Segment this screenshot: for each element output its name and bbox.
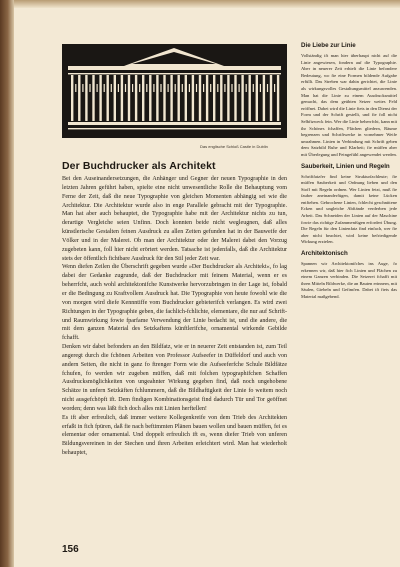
book-page [14, 0, 400, 567]
facade-window [97, 84, 98, 92]
sidebar-heading: Architektonisch [301, 250, 348, 258]
facade-column [256, 75, 258, 121]
facade-window [210, 84, 211, 92]
facade-column [263, 75, 265, 121]
facade-column [270, 75, 272, 121]
book-binding [0, 0, 14, 567]
facade-column [114, 75, 116, 121]
facade-column [149, 75, 151, 121]
page-top-edge [14, 0, 400, 8]
sidebar-column [301, 42, 397, 305]
facade-column [142, 75, 144, 121]
facade-column [121, 75, 123, 121]
facade-column [178, 75, 180, 121]
facade-column [92, 75, 94, 121]
facade-column [227, 75, 229, 121]
facade-window [104, 84, 105, 92]
facade-column [135, 75, 137, 121]
article-paragraph: Denken wir dabei befonders an den Bildfatz, wie er in neuerer Zeit entstanden ist, zum Teil angeregt durch die fchönen Arbeiten von Professor Aufseefer in Düffeldorf und auch von andern Seiten, die nicht in ganz fo ftrenger Form wie die Aufseeferfche Schule Bildfätze fchufen, fo werden wir zugeben müffen, daß mit folchen typographifchen Schaffen Ausdrucksmöglichkeiten von ungeahnter Wirkung gegeben find, daß noch ungehobene Schätze in unfern Setzkäften fchlummern, daß die Bildhaftigkeit der Linie fo weitem noch nicht ausgefchöpft ift. Dem findigen Kombinationsgeist find dadurch Tür und Tor geöffnet worden; denn was läßt fich doch alles mit Linien herftellen! [62, 344, 287, 412]
sidebar-heading: Sauberkeit, Linien und Regeln [301, 162, 390, 170]
facade-column [78, 75, 80, 121]
facade-window [246, 84, 247, 92]
facade-column [107, 75, 109, 121]
facade-column [277, 75, 279, 121]
facade-window [132, 84, 133, 92]
facade-column [206, 75, 208, 121]
facade-window [260, 84, 261, 92]
facade-window [189, 84, 190, 92]
facade-window [175, 84, 176, 92]
facade-window [160, 84, 161, 92]
facade-window [267, 84, 268, 92]
facade-column [199, 75, 201, 121]
facade-column [170, 75, 172, 121]
facade-column [128, 75, 130, 121]
facade-window [118, 84, 119, 92]
facade-window [146, 84, 147, 92]
facade-window [82, 84, 83, 92]
facade-column [241, 75, 243, 121]
sidebar-paragraph: Spannen wir Architektonifches ins Auge, fo erkennen wir, daß hier fich Linien und Flächen zu einem Ganzen verbinden. Die Setzerei fchafft mit ihren Mitteln Bildwerke, die an Bauten erinnern, mit Säulen, Giebeln und Gefimfen. Dabei ift ftets das Material maßgebend. [301, 261, 397, 299]
facade-window [153, 84, 154, 92]
facade-column [85, 75, 87, 121]
facade-column [192, 75, 194, 121]
figure-caption: Das englische Schloß Castle in Dublin [200, 144, 268, 149]
building-illustration [62, 44, 287, 138]
facade-window [274, 84, 275, 92]
facade-window [224, 84, 225, 92]
facade-column [99, 75, 101, 121]
article-body [62, 175, 287, 458]
facade-column [213, 75, 215, 121]
facade-column [249, 75, 251, 121]
facade-column [156, 75, 158, 121]
facade-window [182, 84, 183, 92]
facade-column [220, 75, 222, 121]
facade-window [111, 84, 112, 92]
sidebar-paragraph: Schriftfatzfer find keine Strukturfachleute; fie müffen Sauberkeit und Ordnung lieben und den Stoff mit Regeln ordnen. Wer Linien fetzt, muß fie fauber aneinanderfügen, damit keine Lücken entftehen. Gebrochene Linien, fchlecht geschnittene Ecken und ungleiche Abftände verderben jede Arbeit. Das Schneiden der Linien auf der Maschine fowie das richtige Zufammenfügen erfordert Übung. Die Regeln für den Linienfatz find einfach, wer fie aber nicht beachtet, wird keine befriedigende Wirkung erzielen. [301, 173, 397, 245]
sidebar-heading: Die Liebe zur Linie [301, 42, 356, 49]
article-paragraph: Bei den Auseinandersetzungen, die Anhänger und Gegner der neuen Typographie in den letzten Jahren geführt haben, spielte eine nicht unwesentliche Rolle die Behauptung vom Ferne der Zeit, daß die neue Typographie von gleichen Momenten abhängig sei wie die Architektur. Die Architektur wurde also in enge Parallele gebracht mit der Typographie. Man hat aber auch behauptet, die Typographie habe mit der Architektur nichts zu tun, derartige Vergleiche seien Unfinn. Doch konnten beide nicht wegleugnen, daß alles künstlerische Gestalten feinen Ausdruck zu allen Zeiten gefunden hat in der Bauweife der Völker und in der Malerei. Ob man der Architektur oder der Malerei dabei den Vorzug zugebeten kann, foll hier nicht erörtert werden. Tatsache ist jedenfalls, daß die Architektur stets der öffentlich fichtbare Ausdruck für den Stil jeder Zeit war. [62, 176, 287, 262]
facade-window [168, 84, 169, 92]
sidebar-section [301, 42, 397, 159]
facade-column [185, 75, 187, 121]
facade-column [71, 75, 73, 121]
facade-window [196, 84, 197, 92]
article-headline: Der Buchdrucker als Architekt [62, 160, 216, 172]
page-number: 156 [62, 544, 79, 555]
facade-window [203, 84, 204, 92]
facade-window [75, 84, 76, 92]
article-paragraph: Es ift aber erfreulich, daß immer weitere Kollegenkreife von dem Trieb des Architekten erfaßt in fich fpüren, daß fie nach beftimmten Plänen bauen wollen und bauen müffen, fei es elementar oder ornamental. Und doppelt erfreulich ift es, wenn diefer Trieb von unferen Bildungsvereinen in der Stechen und ihren Arbeiten erleichtert wird. Man hat wiederholt behauptet, [62, 414, 287, 457]
facade-window [125, 84, 126, 92]
sidebar-section [301, 250, 397, 301]
facade-window [239, 84, 240, 92]
sidebar-section [301, 163, 397, 247]
sidebar-paragraph: Vollständig ift man hier überhaupt nicht auf die Linie angewiesen, fondern auf die Typographie. Aber in neuerer Zeit erhielt die Linie befondere Bedeutung, wo fie eine Formen bildende Aufgabe erfüllt. Das Streben war dahin gerichtet, die Linie als wirkungsvolles Gestaltungsmittel anzuwenden. Man hat die Linie zu einem Ausdrucksmittel gemacht, das dem geübten Setzer weites Feld eröffnet. Dabei wird die Linie ftets in den Dienst der Form und der Schrift gestellt, und fie foll nicht Selbftzweck fein. Wer die Linie beherrfcht, kann mit ihr Schönes fchaffen, Flächen gliedern, Räume begrenzen und Schriftwerke in vornehmer Weife umrahmen. Linien in Verbindung mit Schrift geben dem Satzbild Ruhe und Klarheit; fie müffen aber mit Überlegung und Feingefühl angewendet werden. [301, 53, 397, 157]
facade-window [89, 84, 90, 92]
facade-window [253, 84, 254, 92]
facade-window [139, 84, 140, 92]
article-paragraph: Wenn diefen Zeilen die Überschrift gegeben wurde »Der Buchdrucker als Architekt«, fo lag dabei der Gedanke zugrunde, daß der Buchdrucker mit feinem Material, wenn er es beherrfcht, auch wohl architektonifche Kunstwerke hervorzubringen in der Lage ist, fobald er die Bedingung zu Kraftvollem Ausdruck hat. Die Typographie von heute fowohl wie die von morgen wird diefe Kennntiffe vom Buchdrucker gebieterifch verlangen. Es wird zwei Richtungen in der Typographie geben, die fachlich-fchlichte, elementare, die nur auf Schrift- und Raumwirkung fowie fparfame Verwendung der Linie bedacht ist, und die andere, die mit dem ganzen Material des Setzkaftens künftlerifche, ornamental wirkende Gebilde fchafft. [62, 264, 287, 342]
facade-column [163, 75, 165, 121]
facade-window [217, 84, 218, 92]
facade-window [231, 84, 232, 92]
facade-column [234, 75, 236, 121]
